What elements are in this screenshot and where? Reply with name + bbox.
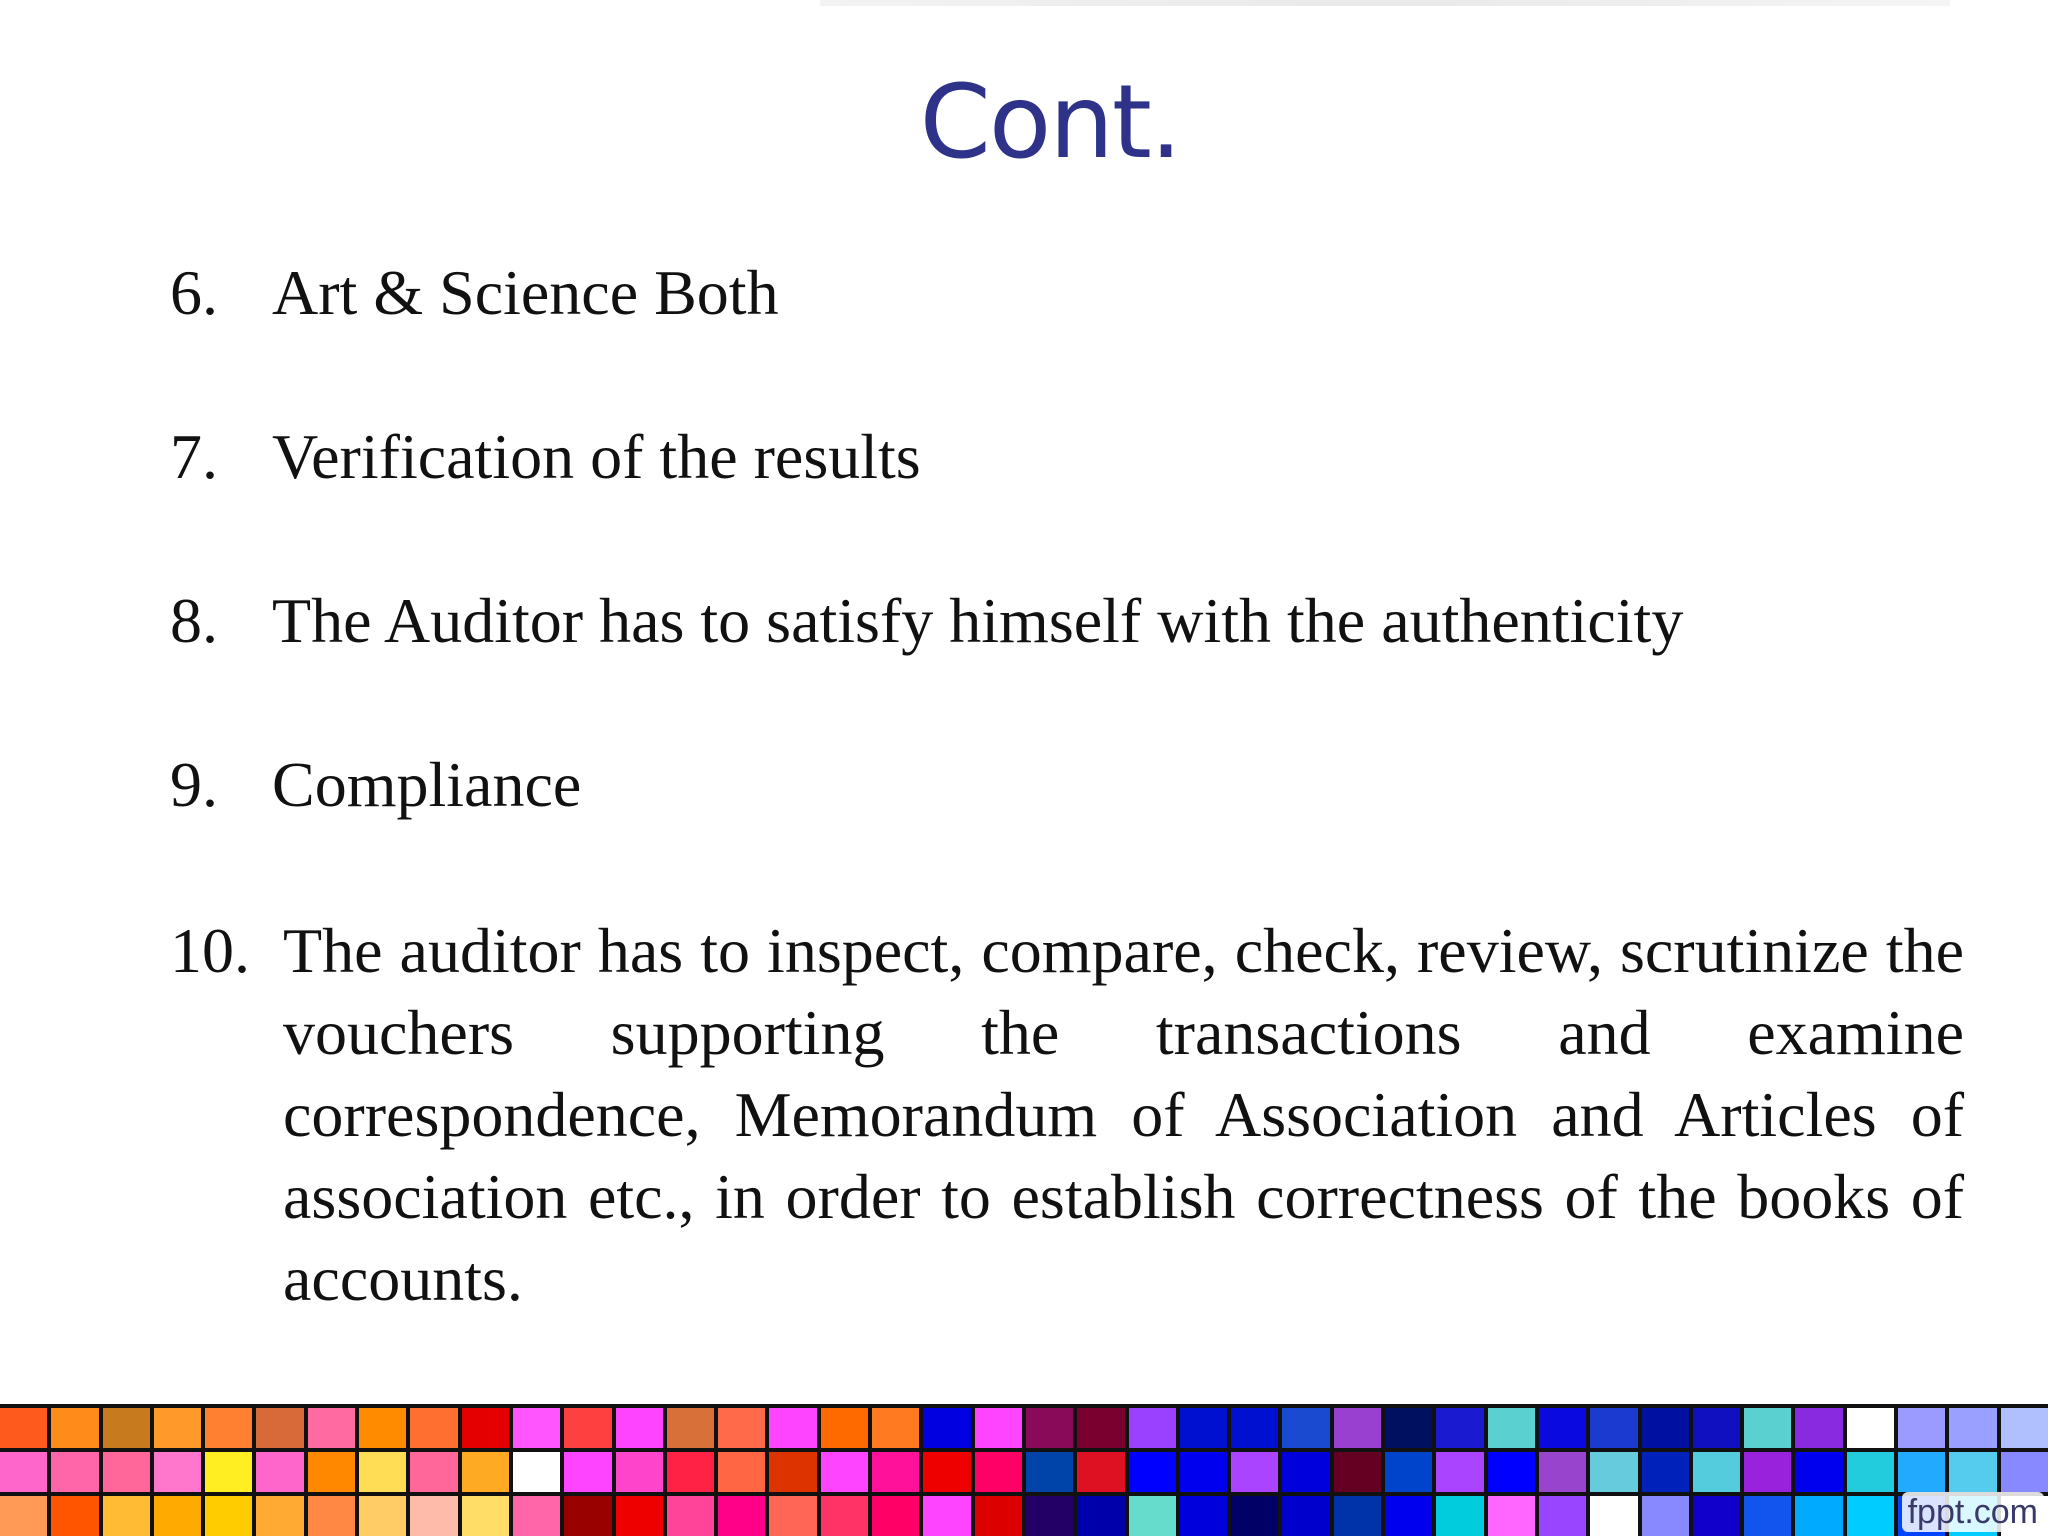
mosaic-tile <box>2001 1452 2048 1492</box>
mosaic-tile <box>1488 1496 1535 1536</box>
mosaic-tile <box>1385 1408 1432 1448</box>
list-item-number: 6. <box>170 257 218 328</box>
mosaic-tile <box>0 1408 47 1448</box>
list-item-text: The auditor has to inspect, compare, check, review, scrutinize the vouchers supporting the transactions and examine correspondence, Memorandum of Association and Articles of association etc., in order to establish correctness of the books of accounts. <box>283 915 1964 1314</box>
mosaic-tile <box>821 1408 868 1448</box>
mosaic-tile <box>1385 1496 1432 1536</box>
mosaic-tile <box>1129 1496 1176 1536</box>
color-mosaic-footer <box>0 1404 2048 1536</box>
mosaic-tile <box>1488 1408 1535 1448</box>
mosaic-tile <box>1949 1452 1996 1492</box>
footer-brand: fppt.com <box>1902 1492 2044 1532</box>
mosaic-tile <box>513 1496 560 1536</box>
mosaic-tile <box>1898 1408 1945 1448</box>
mosaic-tile <box>1129 1408 1176 1448</box>
list-item-number: 10. <box>170 915 250 986</box>
mosaic-tile <box>1180 1496 1227 1536</box>
mosaic-tile <box>564 1408 611 1448</box>
mosaic-tile <box>359 1496 406 1536</box>
mosaic-tile <box>1488 1452 1535 1492</box>
mosaic-tile <box>769 1452 816 1492</box>
mosaic-tile <box>616 1408 663 1448</box>
mosaic-tile <box>923 1408 970 1448</box>
mosaic-tile <box>462 1408 509 1448</box>
mosaic-tile <box>154 1452 201 1492</box>
mosaic-tile <box>1180 1408 1227 1448</box>
mosaic-tile <box>103 1496 150 1536</box>
mosaic-tile <box>1847 1452 1894 1492</box>
mosaic-tile <box>308 1496 355 1536</box>
mosaic-tile <box>103 1452 150 1492</box>
mosaic-tile <box>1539 1496 1586 1536</box>
mosaic-tile <box>1282 1496 1329 1536</box>
mosaic-tile <box>1026 1496 1073 1536</box>
mosaic-tile <box>1949 1408 1996 1448</box>
mosaic-tile <box>1026 1408 1073 1448</box>
mosaic-tile <box>1744 1496 1791 1536</box>
mosaic-tile <box>975 1452 1022 1492</box>
mosaic-tile <box>1898 1452 1945 1492</box>
mosaic-tile <box>616 1496 663 1536</box>
mosaic-tile <box>667 1452 714 1492</box>
mosaic-tile <box>1334 1452 1381 1492</box>
mosaic-tile <box>1180 1452 1227 1492</box>
mosaic-tile <box>1795 1452 1842 1492</box>
slide-title: Cont. <box>919 63 1181 182</box>
mosaic-tile <box>718 1496 765 1536</box>
mosaic-tile <box>1539 1452 1586 1492</box>
mosaic-tile <box>667 1408 714 1448</box>
mosaic-tile <box>0 1452 47 1492</box>
mosaic-tile <box>154 1408 201 1448</box>
mosaic-tile <box>1385 1452 1432 1492</box>
mosaic-tile <box>1282 1408 1329 1448</box>
mosaic-tile <box>872 1408 919 1448</box>
mosaic-tile <box>256 1496 303 1536</box>
mosaic-tile <box>1026 1452 1073 1492</box>
top-decorative-strip <box>820 0 1950 6</box>
mosaic-tile <box>359 1408 406 1448</box>
mosaic-tile <box>1847 1496 1894 1536</box>
mosaic-tile <box>103 1408 150 1448</box>
mosaic-tile <box>975 1408 1022 1448</box>
mosaic-tile <box>1590 1496 1637 1536</box>
mosaic-tile <box>513 1452 560 1492</box>
list-item-number: 9. <box>170 749 218 820</box>
mosaic-tile <box>821 1496 868 1536</box>
mosaic-tile <box>0 1496 47 1536</box>
mosaic-tile <box>205 1496 252 1536</box>
mosaic-tile <box>923 1452 970 1492</box>
mosaic-tile <box>923 1496 970 1536</box>
mosaic-tile <box>308 1452 355 1492</box>
mosaic-tile <box>1436 1496 1483 1536</box>
list-item-text: Verification of the results <box>272 421 921 492</box>
mosaic-tile <box>410 1496 457 1536</box>
mosaic-tile <box>51 1452 98 1492</box>
mosaic-tile <box>1436 1452 1483 1492</box>
mosaic-tile <box>564 1496 611 1536</box>
mosaic-tile <box>718 1408 765 1448</box>
mosaic-tile <box>513 1408 560 1448</box>
mosaic-tile <box>1847 1408 1894 1448</box>
list-item-number: 7. <box>170 421 218 492</box>
mosaic-tile <box>1642 1496 1689 1536</box>
mosaic-tile <box>975 1496 1022 1536</box>
mosaic-tile <box>872 1452 919 1492</box>
mosaic-tile <box>1334 1408 1381 1448</box>
mosaic-tile <box>1334 1496 1381 1536</box>
mosaic-tile <box>1077 1496 1124 1536</box>
mosaic-tile <box>205 1452 252 1492</box>
mosaic-tile <box>359 1452 406 1492</box>
mosaic-tile <box>410 1452 457 1492</box>
mosaic-tile <box>564 1452 611 1492</box>
mosaic-tile <box>769 1496 816 1536</box>
mosaic-tile <box>821 1452 868 1492</box>
mosaic-tile <box>616 1452 663 1492</box>
mosaic-tile <box>1590 1452 1637 1492</box>
mosaic-tile <box>410 1408 457 1448</box>
mosaic-tile <box>1642 1452 1689 1492</box>
mosaic-tile <box>1693 1452 1740 1492</box>
mosaic-tile <box>205 1408 252 1448</box>
mosaic-tile <box>1795 1496 1842 1536</box>
mosaic-tile <box>1129 1452 1176 1492</box>
mosaic-tile <box>1795 1408 1842 1448</box>
mosaic-tile <box>256 1452 303 1492</box>
mosaic-tile <box>1231 1452 1278 1492</box>
mosaic-tile <box>308 1408 355 1448</box>
mosaic-tile <box>1590 1408 1637 1448</box>
list-item-number: 8. <box>170 585 218 656</box>
mosaic-tile <box>1539 1408 1586 1448</box>
mosaic-tile <box>1436 1408 1483 1448</box>
mosaic-tile <box>1077 1452 1124 1492</box>
mosaic-tile <box>51 1496 98 1536</box>
list-item-text: The Auditor has to satisfy himself with the authenticity <box>272 585 1684 656</box>
mosaic-tile <box>1744 1452 1791 1492</box>
list-item-text: Art & Science Both <box>272 257 779 328</box>
mosaic-tile <box>769 1408 816 1448</box>
mosaic-tile <box>1642 1408 1689 1448</box>
mosaic-tile <box>1693 1408 1740 1448</box>
mosaic-tile <box>154 1496 201 1536</box>
mosaic-tile <box>1693 1496 1740 1536</box>
mosaic-tile <box>462 1496 509 1536</box>
mosaic-tile <box>872 1496 919 1536</box>
mosaic-tile <box>51 1408 98 1448</box>
mosaic-tile <box>718 1452 765 1492</box>
mosaic-tile <box>1282 1452 1329 1492</box>
mosaic-tile <box>2001 1408 2048 1448</box>
list-item-text: Compliance <box>272 749 582 820</box>
mosaic-tile <box>1744 1408 1791 1448</box>
mosaic-tile <box>1231 1496 1278 1536</box>
mosaic-tile <box>256 1408 303 1448</box>
mosaic-tile <box>462 1452 509 1492</box>
mosaic-tile <box>1077 1408 1124 1448</box>
mosaic-tile <box>667 1496 714 1536</box>
mosaic-tile <box>1231 1408 1278 1448</box>
